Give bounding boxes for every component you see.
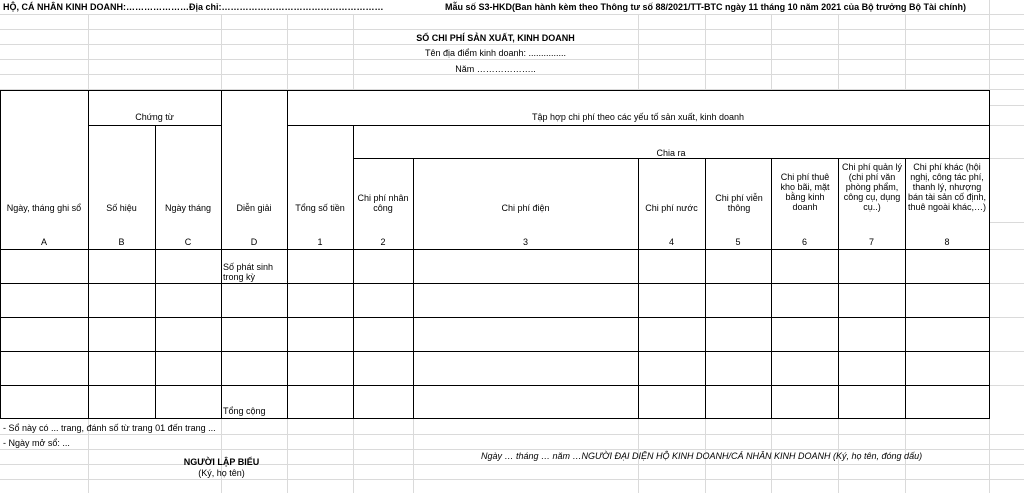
representative-signature-line: Ngày … tháng … năm …NGƯỜI ĐẠI DIỆN HỘ KINH DOANH/CÁ NHÂN KINH DOANH (Ký, họ tên, đóng dấu)	[481, 451, 923, 461]
col-code: A	[40, 237, 47, 247]
col-code: 2	[380, 237, 386, 247]
col-header-description: Diễn giải	[236, 203, 272, 213]
col-header-number: Số hiệu	[106, 203, 137, 213]
col-header-other: Chi phí khác (hội nghị, công tác phí, thanh lý, nhượng bán tài sản cố định, thuê ngoài khác,…)	[907, 162, 987, 212]
col-code: D	[250, 237, 258, 247]
col-header-rent: Chi phí thuê kho bãi, mặt bằng kinh doanh	[780, 172, 830, 212]
preparer-title: NGƯỜI LẬP BIỂU	[183, 457, 260, 467]
col-code: 5	[735, 237, 741, 247]
row-label-total: Tổng cộng	[223, 406, 266, 416]
header-business-info: HỘ, CÁ NHÂN KINH DOANH:…………………Địa chỉ:………………………………………………	[3, 2, 384, 12]
col-code: 1	[317, 237, 323, 247]
col-code: 6	[801, 237, 807, 247]
col-code: 3	[522, 237, 528, 247]
col-header-water: Chi phí nước	[645, 203, 698, 213]
col-code: B	[118, 237, 125, 247]
col-header-voucher: Chứng từ	[135, 112, 174, 122]
col-header-management: Chi phí quản lý (chi phí văn phòng phẩm, công cụ, dụng cụ..)	[841, 162, 903, 212]
col-header-voucher-date: Ngày tháng	[164, 203, 212, 213]
col-header-breakdown: Chia ra	[656, 148, 686, 158]
form-number-label: Mẫu số S3-HKD(Ban hành kèm theo Thông tư số 88/2021/TT-BTC ngày 11 tháng 10 năm 2021 của Bộ trưởng Bộ Tài chính)	[445, 2, 967, 12]
col-header-total: Tổng số tiền	[295, 203, 345, 213]
year-line: Năm ………………..	[455, 64, 536, 74]
col-header-telecom: Chi phí viễn thông	[715, 193, 763, 213]
row-label-period-transactions: Số phát sinh trong kỳ	[223, 262, 274, 282]
footer-page-count-note: - Sổ này có ... trang, đánh số từ trang 01 đến trang ...	[3, 423, 216, 433]
col-header-cost-group: Tập hợp chi phí theo các yếu tố sản xuất, kinh doanh	[531, 112, 745, 122]
page-title: SỔ CHI PHÍ SẢN XUẤT, KINH DOANH	[416, 33, 575, 43]
preparer-signature-note: (Ký, họ tên)	[198, 468, 245, 478]
col-code: C	[184, 237, 192, 247]
footer-open-date-note: - Ngày mở sổ: ...	[3, 438, 70, 448]
col-code: 4	[668, 237, 674, 247]
col-header-date: Ngày, tháng ghi sổ	[6, 203, 82, 213]
business-location-line: Tên địa điểm kinh doanh: ...............	[424, 48, 567, 58]
col-code: 7	[868, 237, 874, 247]
col-code: 8	[944, 237, 950, 247]
col-header-electricity: Chi phí điện	[501, 203, 550, 213]
col-header-labor: Chi phí nhân công	[357, 193, 409, 213]
